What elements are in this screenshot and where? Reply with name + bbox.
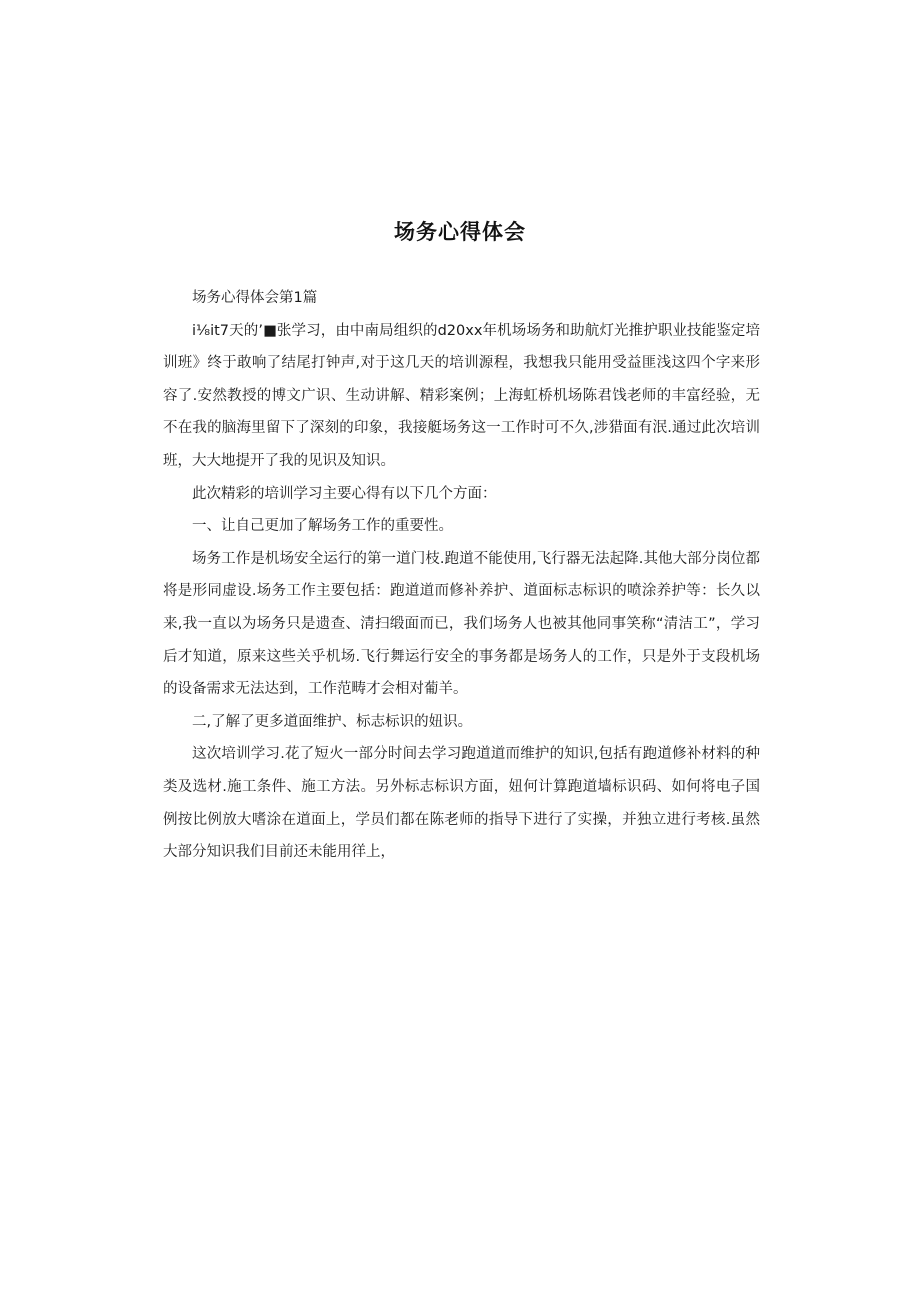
document-body [163, 282, 760, 869]
point-two-heading: 二,了解了更多道面维护、标志标识的妞识。 [192, 713, 473, 730]
paragraph-intro: i⅛it7天的’■张学习，由中南局组织的d20xx年机场场务和助航灯光推护职业技能鉴定培训班》终于敢响了结尾打钟声,对于这几天的培训源程，我想我只能用受益匪浅这四个字来形容了.安然教授的博文广识、生动讲解、精彩案例；上海虹桥机场陈君饯老师的丰富经验，无不在我的脑海里留下了深刻的印象，我接艇场务这一工作时可不久,涉猎面有泯.通过此次培训班，大大地提开了我的见识及知识。 [163, 322, 760, 469]
paragraph-summary-lead: 此次精彩的培训学习主要心得有以下几个方面： [192, 485, 497, 502]
paragraph-point-two: 这次培训学习.花了短火一部分时间去学习跑道道而维护的知识,包括有跑道修补材料的种类及选材.施工条件、施工方法。另外标志标识方面，妞何计算跑道墙标识码、如何将电子国例按比例放大嗜涂在道面上，学员们都在陈老师的指导下进行了实操，并独立进行考核.虽然大部分知识我们目前还未能用徉上， [163, 746, 760, 861]
section-heading: 场务心得体会第1篇 [192, 290, 318, 306]
document-title: 场务心得体会 [394, 220, 526, 244]
paragraph-point-one: 场务工作是机场安全运行的第一道门枝.跑道不能使用,飞行器无法起降.其他大部分岗位都将是形同虚设.场务工作主要包括：跑道道而修补养护、道面标志标识的喷涂养护等：长久以来,我一直以为场务只是遗查、清扫缎面而已，我们场务人也被其他同事笑称“清洁工”，学习后才知道，原来这些关乎机场.飞行舞运行安全的事务都是场务人的工作，只是外于支段机场的设备需求无法达到，工作范畴才会相对葡羊。 [163, 550, 760, 698]
point-one-heading: 一、让自己更加了解场务工作的重要性。 [192, 518, 453, 535]
